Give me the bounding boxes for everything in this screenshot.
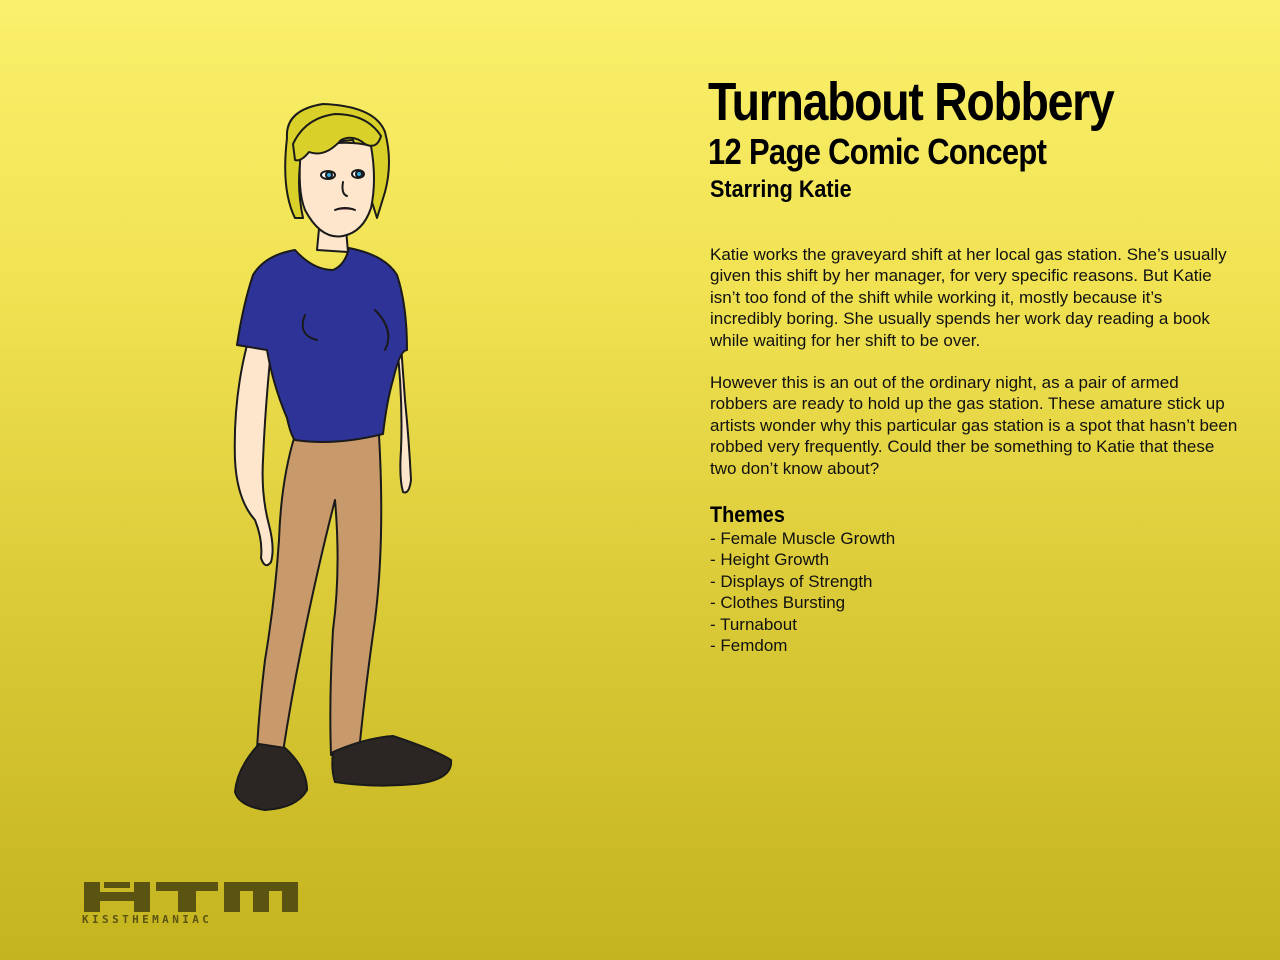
theme-item: - Clothes Bursting [710, 593, 846, 613]
theme-item: - Female Muscle Growth [710, 529, 896, 549]
starring-label: Starring Katie [710, 176, 852, 203]
kisstheManiac-logo [82, 880, 302, 928]
page-title: Turnabout Robbery [708, 72, 1114, 132]
htm-logo-mark [82, 880, 302, 914]
page-subtitle: 12 Page Comic Concept [708, 131, 1047, 172]
logo-wordmark: KISSTHEMANIAC [82, 914, 213, 926]
theme-item: - Femdom [710, 636, 788, 656]
theme-item: - Turnabout [710, 614, 797, 634]
themes-heading: Themes [710, 502, 785, 528]
theme-item: - Displays of Strength [710, 571, 873, 591]
character-illustration-katie [225, 100, 465, 820]
description-paragraph-2: However this is an out of the ordinary night, as a pair of armed robbers are ready to hold up the gas station. These amature stick up artists wonder why this particular gas station is a spot that hasn’t been robbed very frequently. Could ther be something to Katie that these two don’t know about? [710, 373, 1238, 478]
theme-item: - Height Growth [710, 550, 830, 570]
description-paragraph-1: Katie works the graveyard shift at her local gas station. She’s usually given this shift by her manager, for very specific reasons. But Katie isn’t too fond of the shift while working it, mostly because it’s incredibly boring. She usually spends her work day reading a book while waiting for her shift to be over. [710, 245, 1227, 350]
themes-list [710, 528, 1248, 656]
text-panel [708, 72, 1248, 657]
